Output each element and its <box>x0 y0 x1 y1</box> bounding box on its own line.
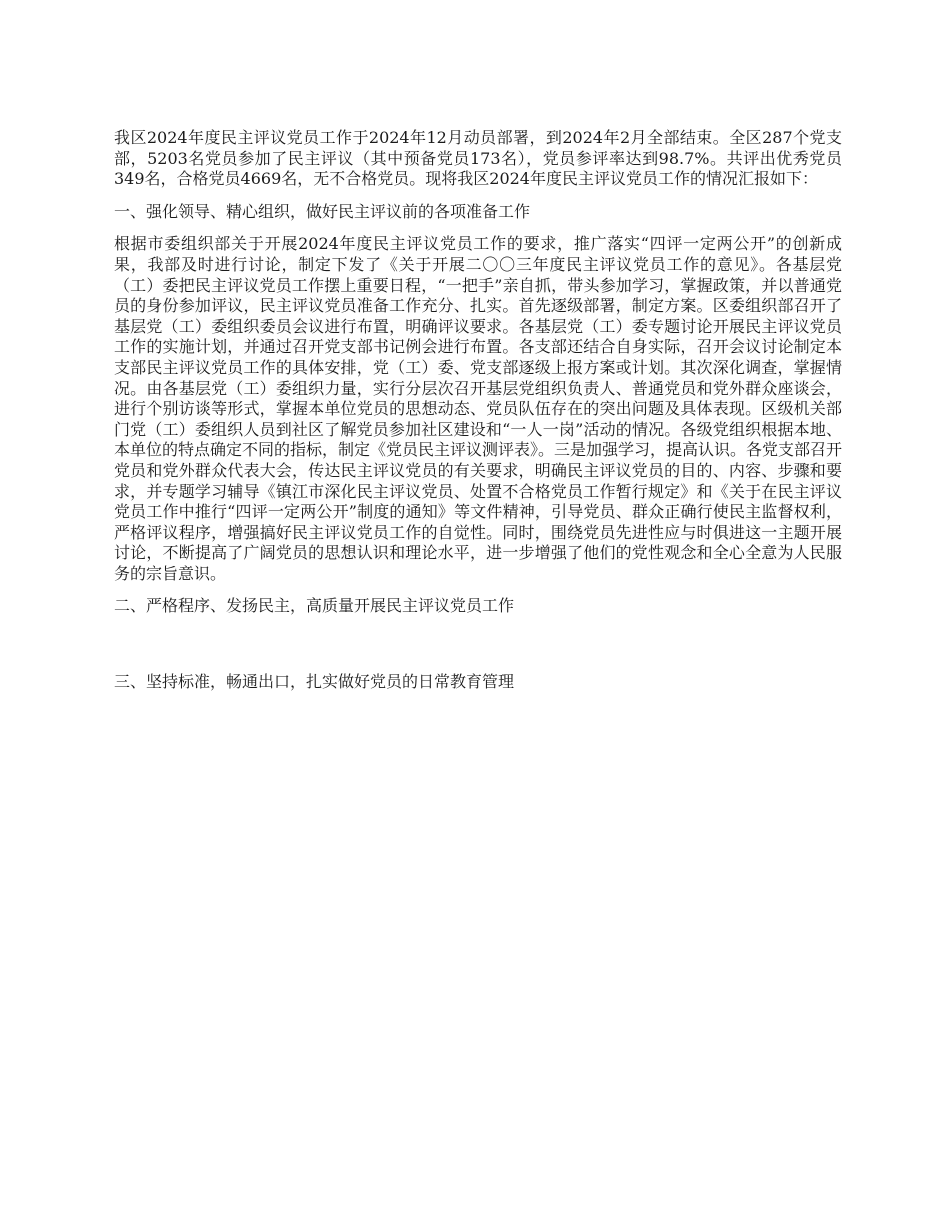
section-3-heading: 三、坚持标准，畅通出口，扎实做好党员的日常教育管理 <box>114 672 515 692</box>
section-1-heading: 一、强化领导、精心组织，做好民主评议前的各项准备工作 <box>114 201 531 221</box>
document-body <box>114 128 842 693</box>
section-2-heading: 二、严格程序、发扬民主，高质量开展民主评议党员工作 <box>114 596 515 616</box>
intro-paragraph: 我区2024年度民主评议党员工作于2024年12月动员部署，到2024年2月全部结束。全区287个党支部，5203名党员参加了民主评议（其中预备党员173名），党员参评率达到98.7%。共评出优秀党员349名，合格党员4669名，无不合格党员。现将我区2024年度民主评议党员工作的情况汇报如下： <box>114 128 842 189</box>
section-1-paragraph: 根据市委组织部关于开展2024年度民主评议党员工作的要求，推广落实“四评一定两公开”的创新成果，我部及时进行讨论，制定下发了《关于开展二〇〇三年度民主评议党员工作的意见》。各基层党（工）委把民主评议党员工作摆上重要日程，“一把手”亲自抓，带头参加学习，掌握政策，并以普通党员的身份参加评议，民主评议党员准备工作充分、扎实。首先逐级部署，制定方案。区委组织部召开了基层党（工）委组织委员会议进行布置，明确评议要求。各基层党（工）委专题讨论开展民主评议党员工作的实施计划，并通过召开党支部书记例会进行布置。各支部还结合自身实际，召开会议讨论制定本支部民主评议党员工作的具体安排，党（工）委、党支部逐级上报方案或计划。其次深化调查，掌握情况。由各基层党（工）委组织力量，实行分层次召开基层党组织负责人、普通党员和党外群众座谈会，进行个别访谈等形式，掌握本单位党员的思想动态、党员队伍存在的突出问题及具体表现。区级机关部门党（工）委组织人员到社区了解党员参加社区建设和“一人一岗”活动的情况。各级党组织根据本地、本单位的特点确定不同的指标，制定《党员民主评议测评表》。三是加强学习，提高认识。各党支部召开党员和党外群众代表大会，传达民主评议党员的有关要求，明确民主评议党员的目的、内容、步骤和要求，并专题学习辅导《镇江市深化民主评议党员、处置不合格党员工作暂行规定》和《关于在民主评议党员工作中推行“四评一定两公开”制度的通知》等文件精神，引导党员、群众正确行使民主监督权利，严格评议程序，增强搞好民主评议党员工作的自觉性。同时，围绕党员先进性应与时俱进这一主题开展讨论，不断提高了广阔党员的思想认识和理论水平，进一步增强了他们的党性观念和全心全意为人民服务的宗旨意识。 <box>114 234 843 583</box>
